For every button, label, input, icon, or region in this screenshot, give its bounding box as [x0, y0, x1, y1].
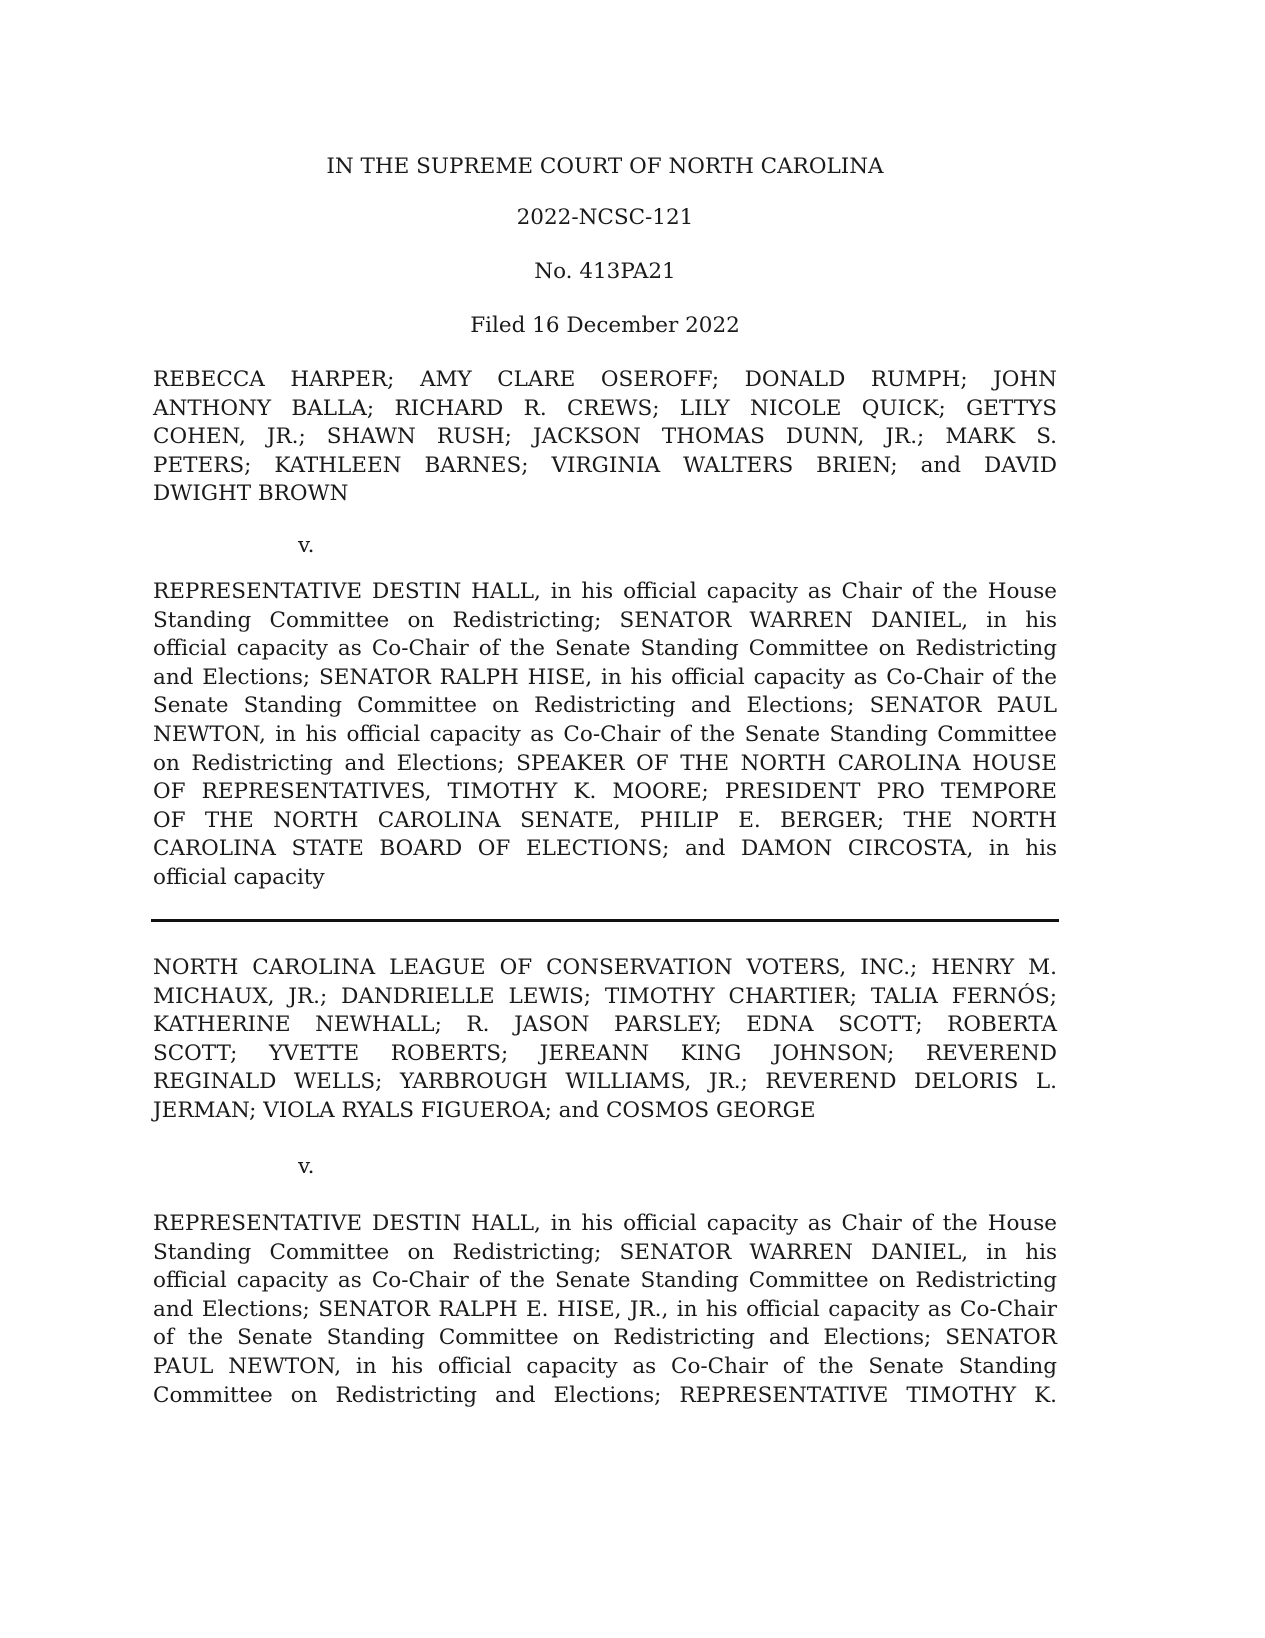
citation: 2022-NCSC-121: [516, 205, 694, 230]
text-line: REPRESENTATIVE DESTIN HALL, in his official capacity as Chair of the House: [153, 579, 1057, 604]
court-name: IN THE SUPREME COURT OF NORTH CAROLINA: [326, 154, 884, 179]
text-line: OF THE NORTH CAROLINA SENATE, PHILIP E. BERGER; THE NORTH: [153, 807, 1057, 833]
text-line: official capacity: [153, 864, 325, 890]
text-line: Standing Committee on Redistricting; SENATOR WARREN DANIEL, in his: [153, 607, 1057, 633]
case2-plaintiffs: [153, 954, 1057, 1126]
case2-versus: v.: [298, 1154, 315, 1179]
text-line: Committee on Redistricting and Elections; REPRESENTATIVE TIMOTHY K.: [153, 1382, 1057, 1408]
text-line: CAROLINA STATE BOARD OF ELECTIONS; and DAMON CIRCOSTA, in his: [153, 836, 1057, 862]
text-line: PETERS; KATHLEEN BARNES; VIRGINIA WALTERS BRIEN; and DAVID: [153, 452, 1057, 478]
case1-versus: v.: [298, 533, 315, 558]
text-line: COHEN, JR.; SHAWN RUSH; JACKSON THOMAS DUNN, JR.; MARK S.: [153, 424, 1057, 450]
filed-date: Filed 16 December 2022: [470, 313, 740, 338]
text-line: official capacity as Co-Chair of the Senate Standing Committee on Redistricting: [153, 1268, 1057, 1294]
section-divider: [151, 919, 1059, 922]
text-line: DWIGHT BROWN: [153, 481, 349, 507]
case1-defendants: [153, 578, 1057, 893]
text-line: MICHAUX, JR.; DANDRIELLE LEWIS; TIMOTHY CHARTIER; TALIA FERNÓS;: [153, 983, 1057, 1009]
text-line: and Elections; SENATOR RALPH E. HISE, JR., in his official capacity as Co-Chair: [153, 1296, 1057, 1322]
docket-number: No. 413PA21: [534, 259, 676, 284]
text-line: JERMAN; VIOLA RYALS FIGUEROA; and COSMOS GEORGE: [153, 1097, 816, 1123]
text-line: REPRESENTATIVE DESTIN HALL, in his official capacity as Chair of the House: [153, 1211, 1057, 1236]
text-line: REGINALD WELLS; YARBROUGH WILLIAMS, JR.; REVEREND DELORIS L.: [153, 1069, 1057, 1095]
text-line: KATHERINE NEWHALL; R. JASON PARSLEY; EDNA SCOTT; ROBERTA: [153, 1012, 1057, 1038]
text-line: of the Senate Standing Committee on Redistricting and Elections; SENATOR: [153, 1325, 1057, 1351]
text-line: SCOTT; YVETTE ROBERTS; JEREANN KING JOHNSON; REVEREND: [153, 1040, 1057, 1066]
text-line: Senate Standing Committee on Redistricting and Elections; SENATOR PAUL: [153, 693, 1057, 719]
text-line: NEWTON, in his official capacity as Co-Chair of the Senate Standing Committee: [153, 721, 1057, 747]
text-line: NORTH CAROLINA LEAGUE OF CONSERVATION VOTERS, INC.; HENRY M.: [153, 955, 1057, 980]
case2-defendants: [153, 1210, 1057, 1410]
text-line: and Elections; SENATOR RALPH HISE, in his official capacity as Co-Chair of the: [153, 664, 1057, 690]
text-line: REBECCA HARPER; AMY CLARE OSEROFF; DONALD RUMPH; JOHN: [153, 367, 1057, 392]
text-line: official capacity as Co-Chair of the Senate Standing Committee on Redistricting: [153, 636, 1057, 662]
text-line: ANTHONY BALLA; RICHARD R. CREWS; LILY NICOLE QUICK; GETTYS: [153, 395, 1057, 421]
case1-plaintiffs: [153, 366, 1057, 509]
text-line: Standing Committee on Redistricting; SENATOR WARREN DANIEL, in his: [153, 1239, 1057, 1265]
text-line: on Redistricting and Elections; SPEAKER OF THE NORTH CAROLINA HOUSE: [153, 750, 1057, 776]
text-line: OF REPRESENTATIVES, TIMOTHY K. MOORE; PRESIDENT PRO TEMPORE: [153, 779, 1057, 805]
text-line: PAUL NEWTON, in his official capacity as Co-Chair of the Senate Standing: [153, 1353, 1057, 1379]
